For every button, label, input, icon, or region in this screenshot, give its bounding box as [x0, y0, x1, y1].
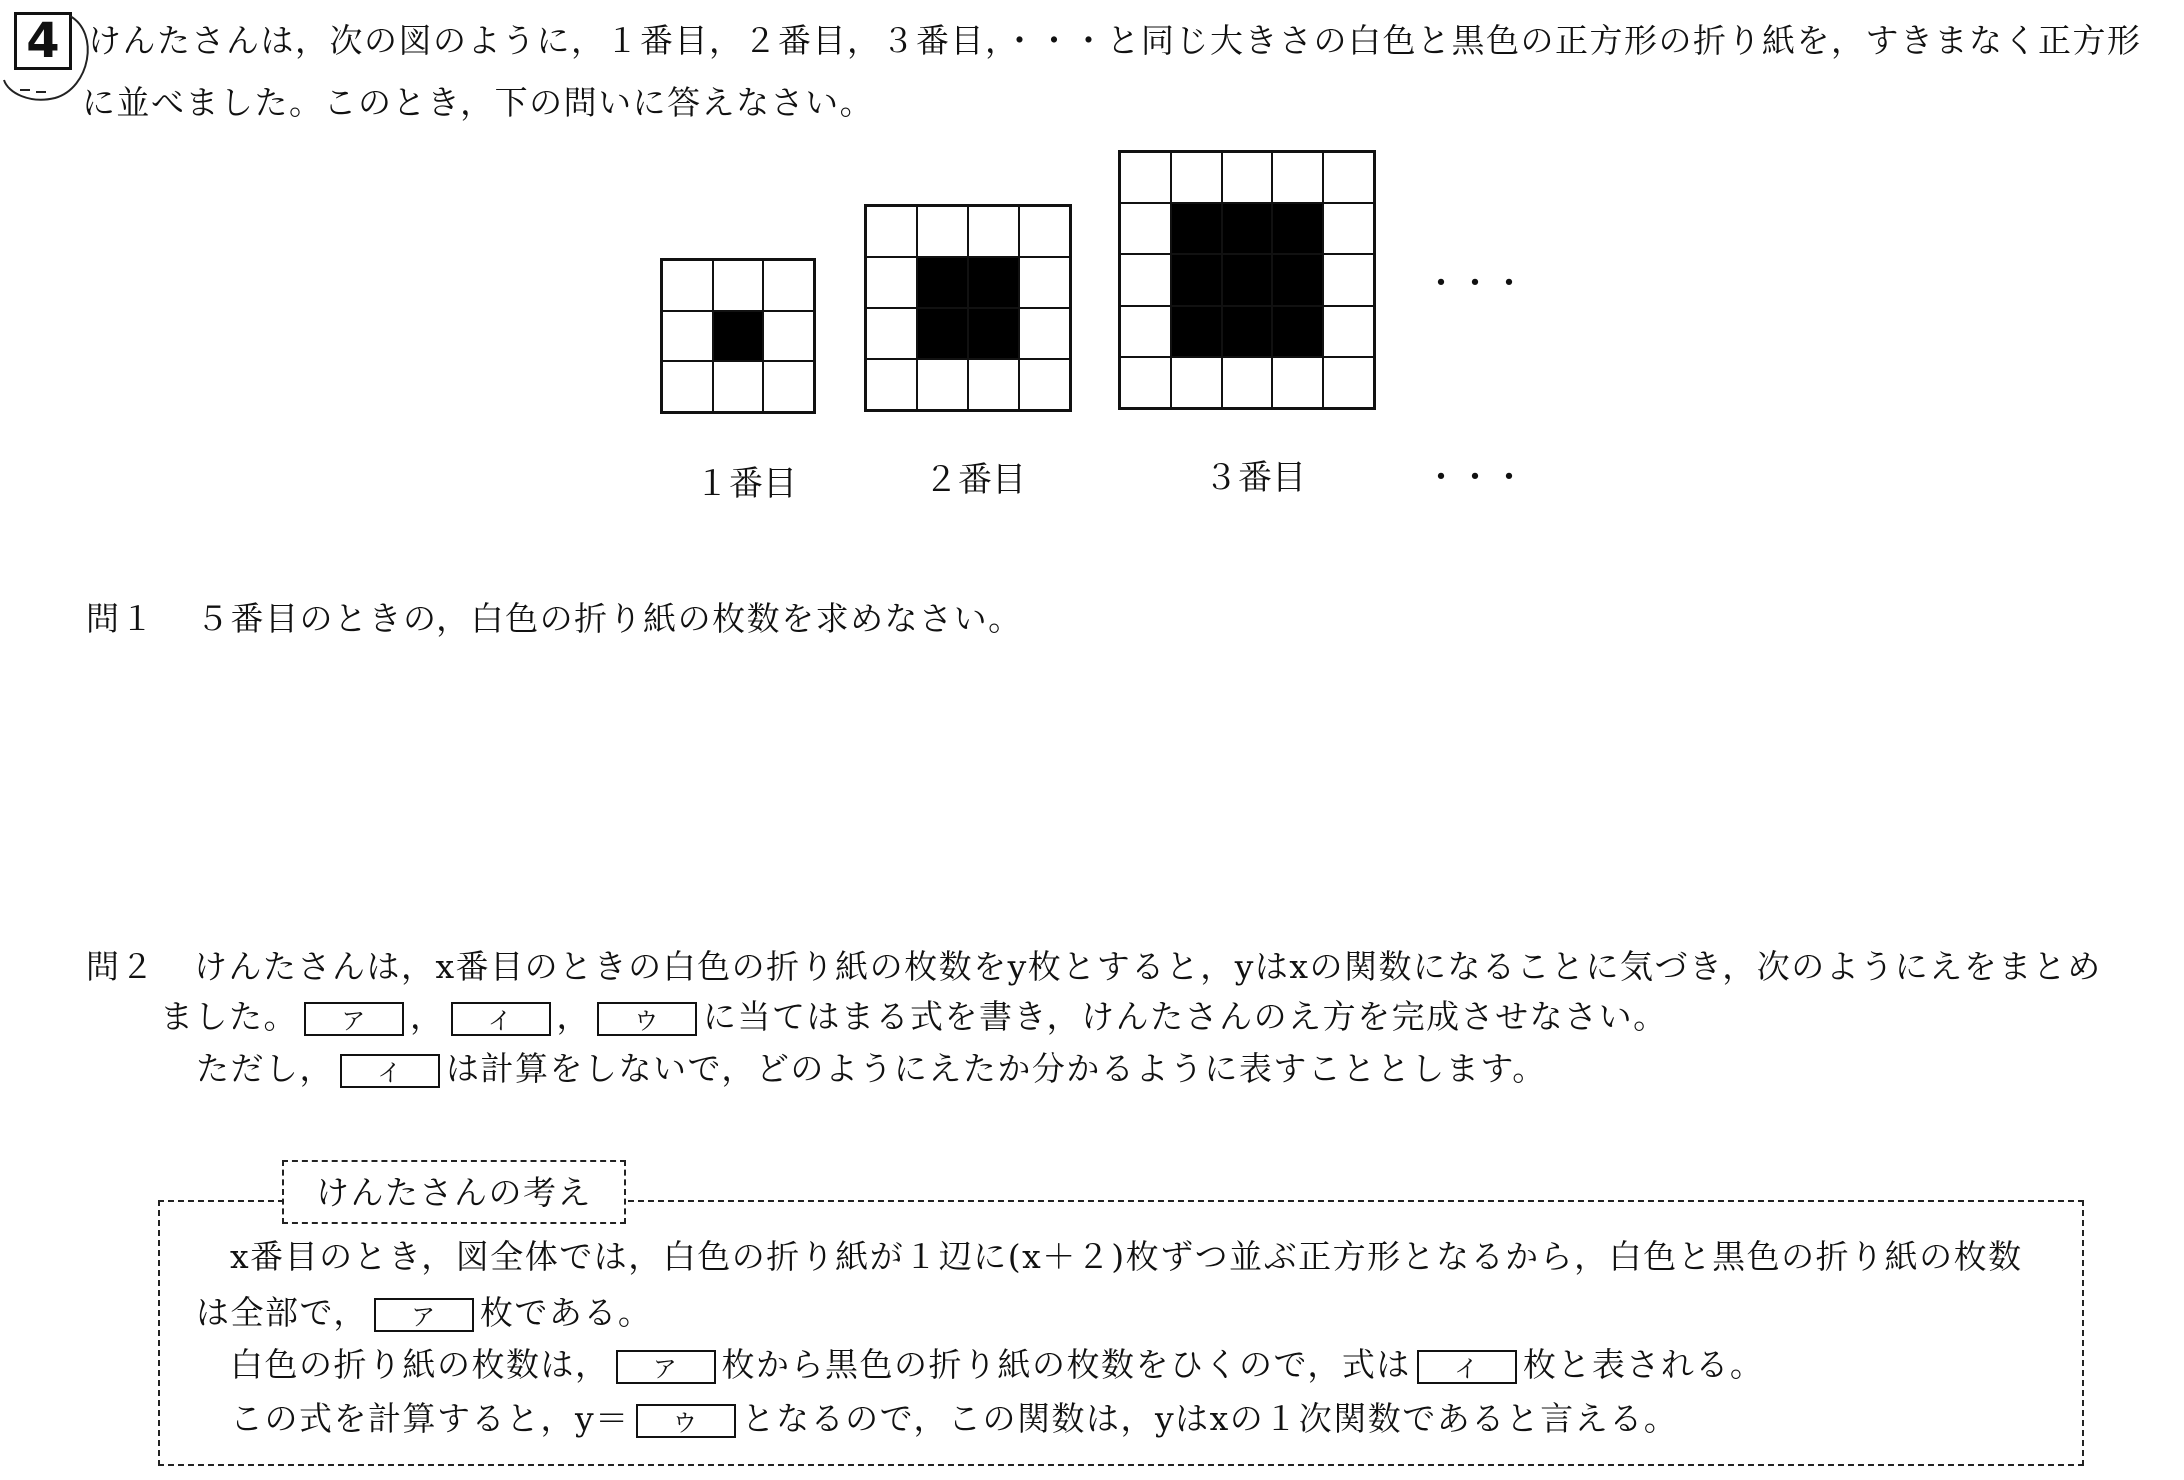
black-tile: [1272, 254, 1323, 305]
black-tile: [1171, 203, 1222, 254]
q2-line2-pre: ました。: [160, 997, 298, 1036]
white-tile: [1323, 306, 1374, 357]
black-tile: [968, 257, 1019, 308]
comma: ，: [556, 997, 591, 1036]
white-tile: [662, 361, 713, 412]
black-tile: [1222, 306, 1273, 357]
box-u: ウ: [636, 1404, 736, 1438]
problem-number: 4: [26, 13, 60, 69]
white-tile: [1323, 152, 1374, 203]
white-tile: [1120, 203, 1171, 254]
figure-3-label: ３番目: [1204, 458, 1306, 498]
white-tile: [1222, 357, 1273, 408]
white-tile: [1120, 152, 1171, 203]
black-tile: [1171, 254, 1222, 305]
white-tile: [1323, 254, 1374, 305]
white-tile: [866, 359, 917, 410]
q2-line-2: [160, 997, 1668, 1036]
white-tile: [713, 361, 764, 412]
intro-line-2: に並べました。このとき，下の問いに答えなさい。: [82, 83, 875, 122]
black-tile: [1272, 306, 1323, 357]
box-u: ウ: [597, 1002, 697, 1036]
black-tile: [917, 308, 968, 359]
kenta-l3-mid: 枚から黒色の折り紙の枚数をひくので，式は: [721, 1345, 1411, 1384]
white-tile: [917, 359, 968, 410]
black-tile: [968, 308, 1019, 359]
white-tile: [1171, 357, 1222, 408]
kenta-l4-pre: この式を計算すると，y＝: [230, 1399, 630, 1438]
kenta-line-4: [230, 1399, 1679, 1438]
black-tile: [713, 311, 764, 362]
figure-1-label: １番目: [695, 464, 797, 504]
figure-ellipsis: ・・・: [1424, 264, 1526, 304]
white-tile: [1222, 152, 1273, 203]
white-tile: [917, 206, 968, 257]
q2-line3-post: は計算をしないで，どのようにえたか分かるように表すこととします。: [446, 1049, 1547, 1088]
q2-line2-post: に当てはまる式を書き，けんたさんのえ方を完成させなさい。: [703, 997, 1668, 1036]
q1-text: ５番目のときの，白色の折り紙の枚数を求めなさい。: [196, 599, 1023, 638]
white-tile: [866, 206, 917, 257]
comma: ，: [410, 997, 445, 1036]
white-tile: [763, 311, 814, 362]
kenta-l2-post: 枚である。: [479, 1293, 653, 1332]
figure-1-grid: [660, 258, 816, 414]
white-tile: [1171, 152, 1222, 203]
white-tile: [1272, 357, 1323, 408]
figure-3-grid: [1118, 150, 1376, 410]
black-tile: [1222, 254, 1273, 305]
white-tile: [1120, 357, 1171, 408]
white-tile: [968, 359, 1019, 410]
kenta-line-2: [196, 1293, 653, 1332]
black-tile: [917, 257, 968, 308]
white-tile: [968, 206, 1019, 257]
white-tile: [1019, 257, 1070, 308]
white-tile: [662, 260, 713, 311]
white-tile: [1120, 254, 1171, 305]
q2-line3-pre: ただし，: [196, 1049, 334, 1088]
figure-2-grid: [864, 204, 1072, 412]
white-tile: [1120, 306, 1171, 357]
white-tile: [1019, 359, 1070, 410]
white-tile: [1323, 203, 1374, 254]
q2-line-3: [196, 1049, 1547, 1088]
white-tile: [1272, 152, 1323, 203]
kenta-line-1: x番目のとき，図全体では，白色の折り紙が１辺に(x＋２)枚ずつ並ぶ正方形となるから，白色と黒色の折り紙の枚数: [230, 1237, 2023, 1276]
kenta-l4-post: となるので，この関数は，yはxの１次関数であると言える。: [741, 1399, 1679, 1438]
white-tile: [662, 311, 713, 362]
q2-line-1: けんたさんは，x番目のときの白色の折り紙の枚数をy枚とすると，yはxの関数になることに気づき，次のようにえをまとめ: [194, 947, 2102, 986]
box-i: イ: [451, 1002, 551, 1036]
kenta-l3-post: 枚と表される。: [1522, 1345, 1765, 1384]
figure-2-label: ２番目: [924, 460, 1026, 500]
white-tile: [866, 257, 917, 308]
white-tile: [1019, 308, 1070, 359]
white-tile: [763, 361, 814, 412]
label-ellipsis: ・・・: [1424, 458, 1526, 498]
q2-label: 問２: [86, 947, 155, 986]
kenta-title: けんたさんの考え: [316, 1172, 592, 1212]
white-tile: [1323, 357, 1374, 408]
box-a: ア: [616, 1350, 716, 1384]
white-tile: [763, 260, 814, 311]
box-a: ア: [304, 1002, 404, 1036]
q1-label: 問１: [86, 599, 155, 638]
black-tile: [1222, 203, 1273, 254]
kenta-title-box: [282, 1160, 626, 1224]
white-tile: [1019, 206, 1070, 257]
box-a: ア: [374, 1298, 474, 1332]
white-tile: [713, 260, 764, 311]
box-i: イ: [340, 1054, 440, 1088]
kenta-line-3: [230, 1345, 1765, 1384]
white-tile: [866, 308, 917, 359]
black-tile: [1272, 203, 1323, 254]
box-i: イ: [1417, 1350, 1517, 1384]
black-tile: [1171, 306, 1222, 357]
kenta-l3-pre: 白色の折り紙の枚数は，: [230, 1345, 610, 1384]
kenta-l2-pre: は全部で，: [196, 1293, 368, 1332]
intro-line-1: けんたさんは，次の図のように，１番目，２番目，３番目，・・・と同じ大きさの白色と黒色の正方形の折り紙を，すきまなく正方形: [88, 21, 2142, 60]
